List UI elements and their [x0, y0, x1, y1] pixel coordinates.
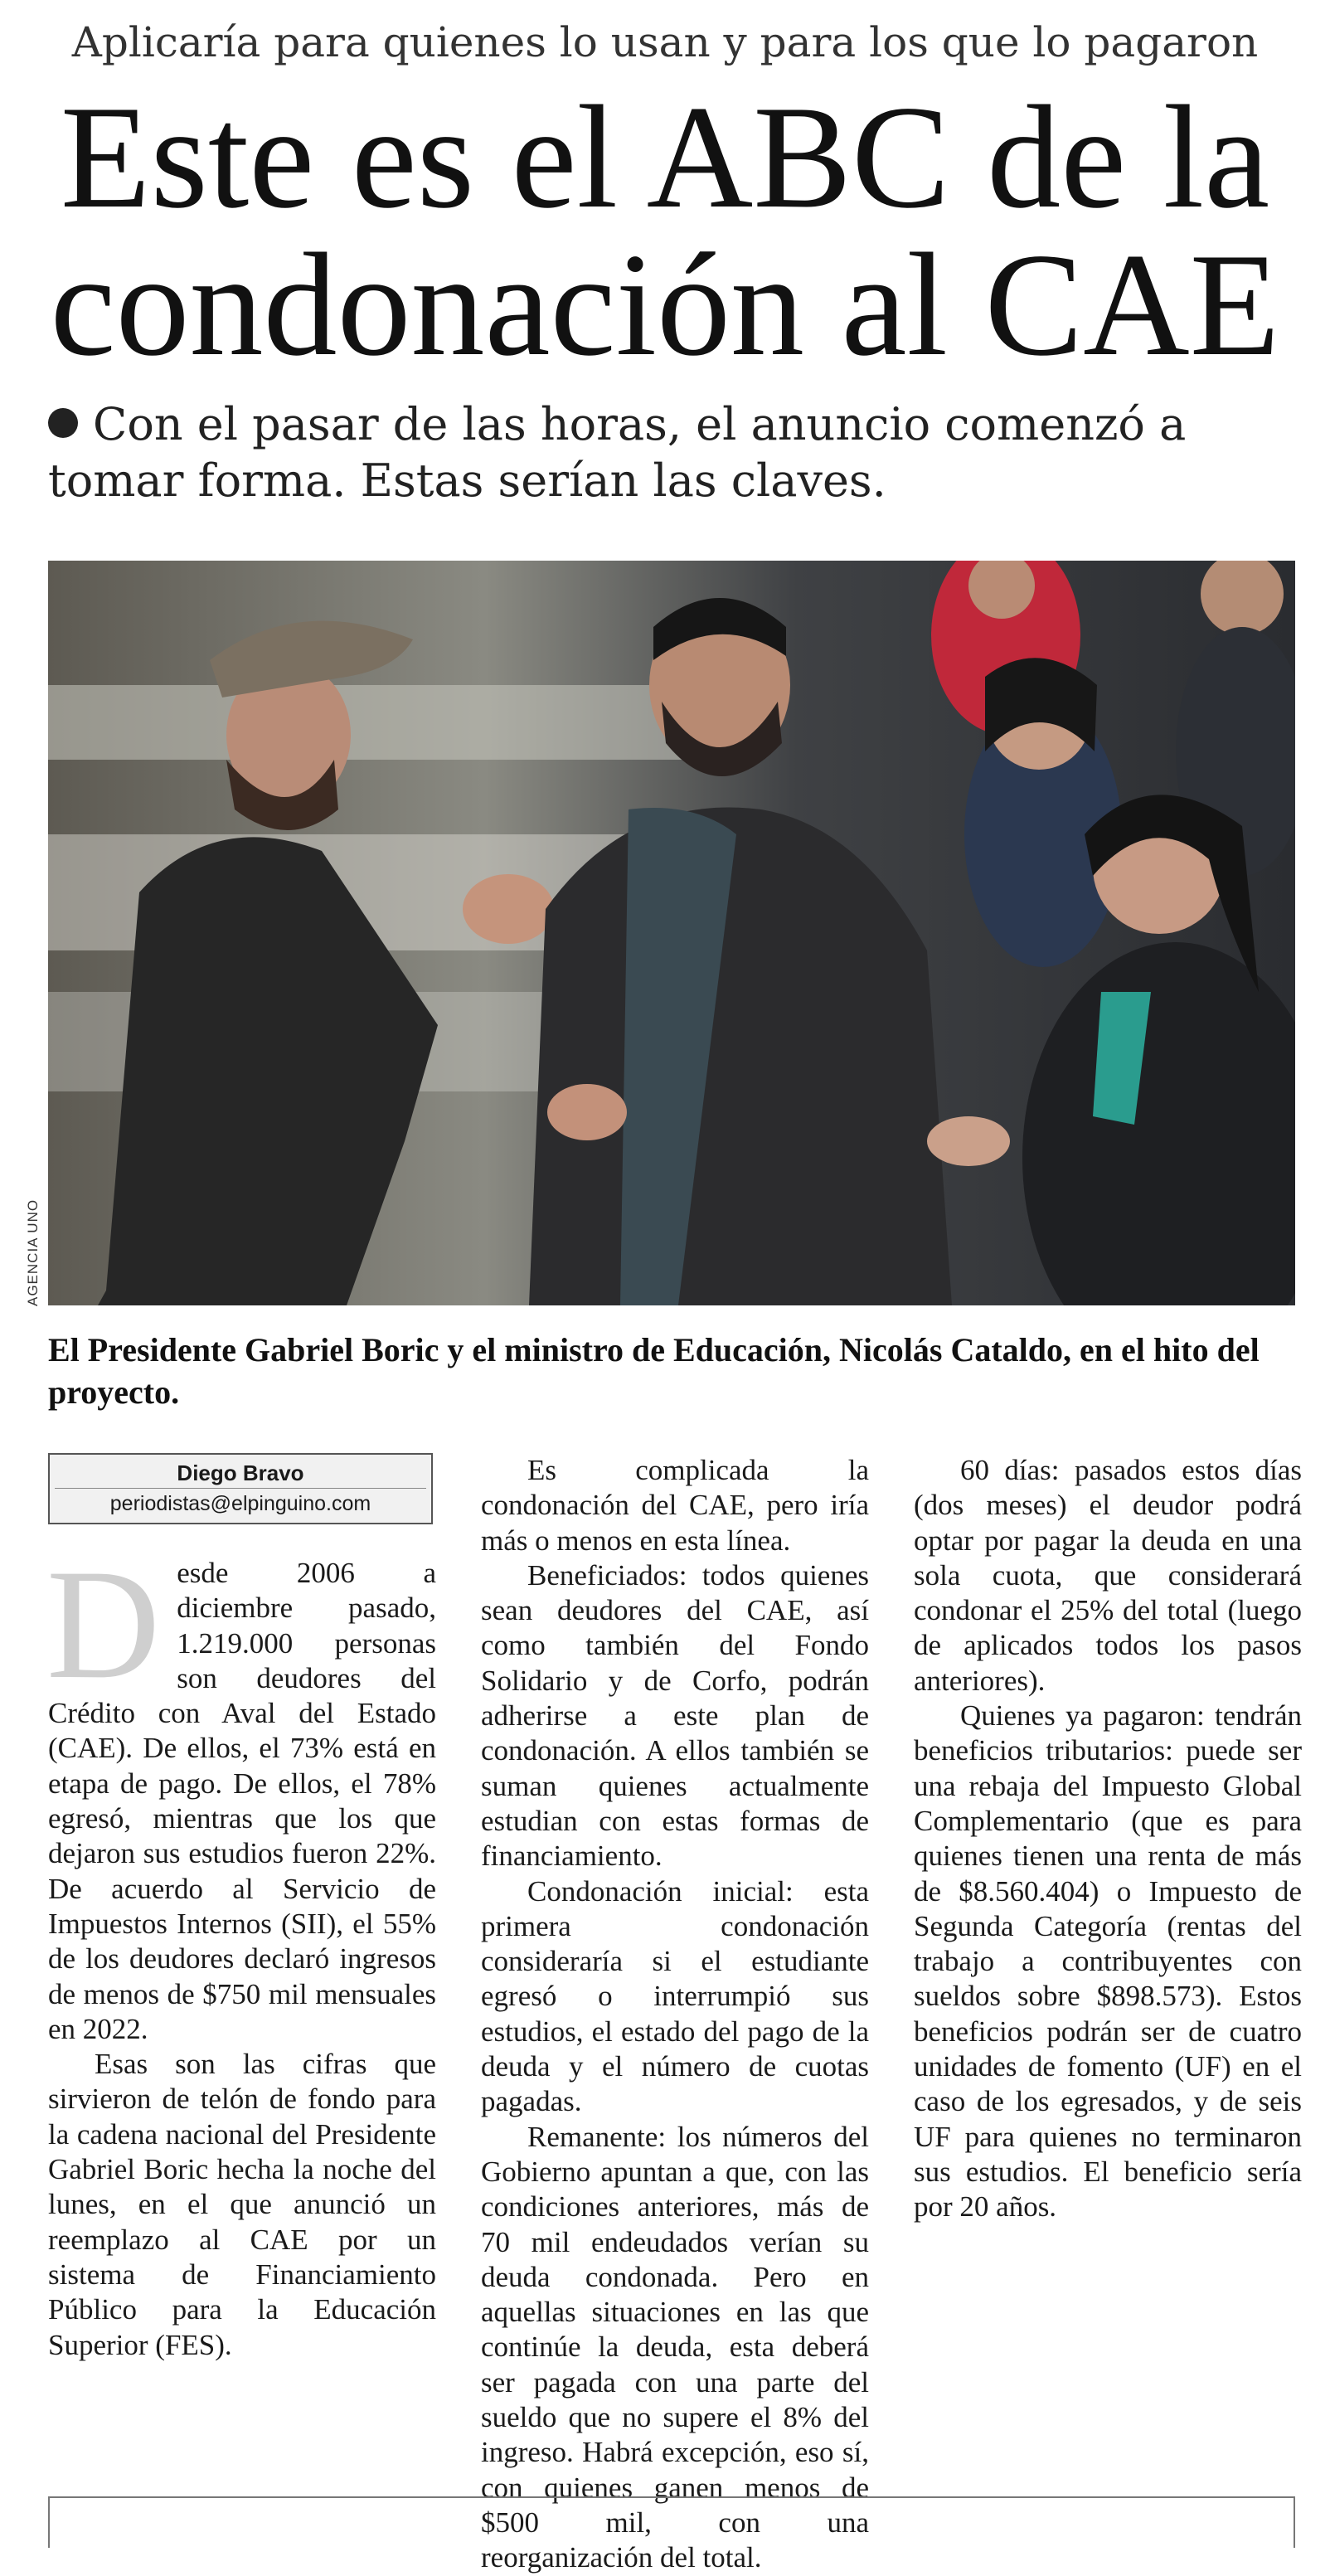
paragraph-4: Beneficiados: todos quienes sean deudores del CAE, así como también del Fondo Solidario y de Corfo, podrán adherirse a este plan de condonación. A ellos también se suman quienes actualmente estudian con estas formas de financiamiento.: [481, 1558, 869, 1873]
paragraph-1-text: esde 2006 a diciembre pasado, 1.219.000 personas son deudores del Crédito con Aval del Estado (CAE). De ellos, el 73% está en etapa de pago. De ellos, el 78% egresó, mientras que los que dejaron sus estudios fueron 22%. De acuerdo al Servicio de Impuestos Internos (SII), el 55% de los deudores declaró ingresos de menos de $750 mil mensuales en 2022.: [48, 1557, 436, 2045]
photo-caption: El Presidente Gabriel Boric y el ministro de Educación, Nicolás Cataldo, en el hito del proyecto.: [48, 1331, 1260, 1411]
photo-credit: AGENCIA UNO: [25, 1198, 41, 1306]
headline-line-1: Este es el ABC de la: [60, 75, 1270, 239]
article-photo: [48, 561, 1295, 1305]
bullet-icon: [48, 408, 78, 438]
article-column-3: [914, 1453, 1302, 2225]
paragraph-2: Esas son las cifras que sirvieron de telón de fondo para la cadena nacional del Presidente Gabriel Boric hecha la noche del lunes, en el que anunció un reemplazo al CAE por un sistema de Financiamiento Público para la Educación Superior (FES).: [48, 2048, 436, 2361]
paragraph-3: Es complicada la condonación del CAE, pero iría más o menos en esta línea.: [481, 1454, 869, 1557]
article-kicker: Aplicaría para quienes lo usan y para los que lo pagaron: [71, 18, 1259, 66]
paragraph-7: 60 días: pasados estos días (dos meses) el deudor podrá optar por pagar la deuda en una sola cuota, que considerará condonar el 25% del total (luego de aplicados todos los pasos anteriores).: [914, 1454, 1302, 1697]
bottom-frame: [48, 2496, 1295, 2548]
article-column-1: [46, 1538, 436, 2363]
headline-line-2: condonación al CAE: [50, 222, 1280, 386]
photo-illustration: [48, 561, 1295, 1305]
paragraph-1: [46, 1538, 436, 2047]
drop-cap: D: [46, 1538, 161, 1712]
author-email[interactable]: periodistas@elpinguino.com: [109, 1492, 371, 1515]
article-deck: [48, 396, 1292, 509]
article-column-2: [481, 1453, 869, 2576]
article-headline: [33, 75, 1297, 386]
deck-text: Con el pasar de las horas, el anuncio comenzó a tomar forma. Estas serían las claves.: [48, 398, 1187, 507]
paragraph-8: Quienes ya pagaron: tendrán beneficios tributarios: puede ser una rebaja del Impuesto Global Complementario (que es para quienes tienen una renta de más de $8.560.404) o Impuesto de Segunda Categoría (rentas del trabajo a contribuyentes con sueldos sobre $898.573). Estos beneficios podrán ser de cuatro unidades de fomento (UF) en el caso de los egresados, y de seis UF para quienes no terminaron sus estudios. El beneficio sería por 20 años.: [914, 1699, 1302, 2224]
byline-box: [48, 1453, 433, 1524]
author-name: Diego Bravo: [177, 1461, 304, 1485]
paragraph-5: Condonación inicial: esta primera condonación consideraría si el estudiante egresó o interrumpió sus estudios, el estado del pago de la deuda y el número de cuotas pagadas.: [481, 1874, 869, 2118]
paragraph-6: Remanente: los números del Gobierno apuntan a que, con las condiciones anteriores, más de 70 mil endeudados verían su deuda condonada. Pero en aquellas situaciones en las que continúe la deuda, esta deberá ser pagada con una parte del sueldo que no supere el 8% del ingreso. Habrá excepción, eso sí, con quienes ganen menos de $500 mil, con una reorganización del total.: [481, 2120, 869, 2574]
